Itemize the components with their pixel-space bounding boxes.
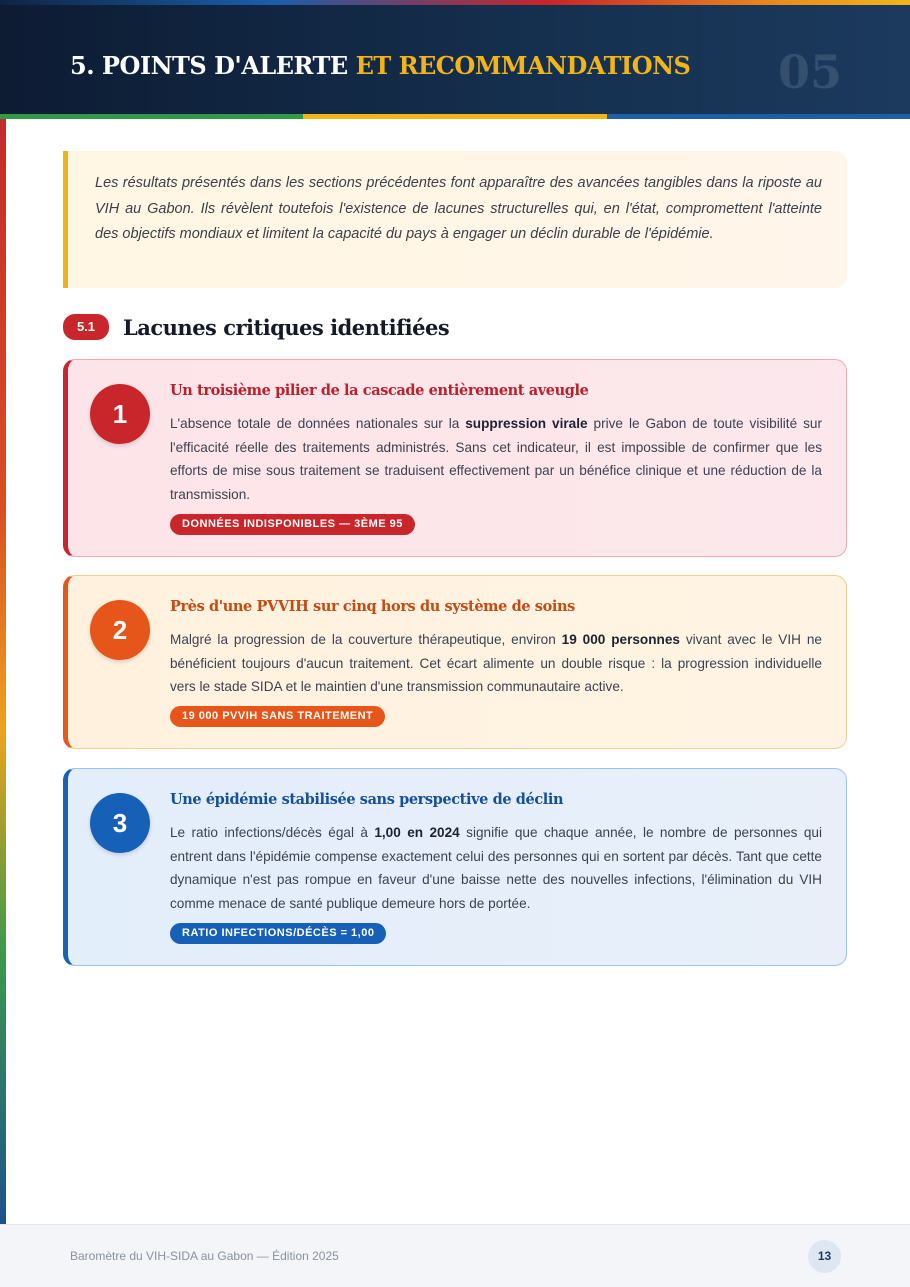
alert-card-body-text: L'absence totale de données nationales sur la <box>170 416 466 431</box>
intro-callout <box>63 151 847 288</box>
alert-card-title: Un troisième pilier de la cascade entièrement aveugle <box>170 382 589 399</box>
alert-number-badge: 2 <box>90 600 150 660</box>
alert-card-tag: RATIO INFECTIONS/DÉCÈS = 1,00 <box>170 923 386 944</box>
section-number-watermark: 05 <box>777 45 842 99</box>
alert-card-body-text: signifie que chaque année, le nombre de personnes qui entrent dans l'épidémie compense exactement celui des personnes qui en sortent par décès. Tant que cette dynamique n'est pas rompue en faveur d'une baisse nette des nouvelles infections, l'élimination du VIH comme menace de santé publique demeure hors de portée. <box>170 825 822 911</box>
intro-text: Les résultats présentés dans les sections précédentes font apparaître des avancées tangibles dans la riposte au VIH au Gabon. Ils révèlent toutefois l'existence de lacunes structurelles qui, en l'état, compromettent l'atteinte des objectifs mondiaux et limitent la capacité du pays à engager un déclin durable de l'épidémie. <box>95 175 822 242</box>
page-number-badge: 13 <box>808 1240 841 1273</box>
section-badge: 5.1 <box>63 314 109 340</box>
side-color-stripe <box>0 119 6 1230</box>
color-bar-segment-blue <box>607 114 910 119</box>
alert-card-1 <box>63 359 847 557</box>
alert-card-3 <box>63 768 847 966</box>
section-heading <box>63 314 449 340</box>
color-bar-segment-yellow <box>303 114 606 119</box>
page-title-main: 5. POINTS D'ALERTE <box>70 51 348 80</box>
alert-card-title: Près d'une PVVIH sur cinq hors du système de soins <box>170 598 575 615</box>
alert-card-tag: 19 000 PVVIH SANS TRAITEMENT <box>170 706 385 727</box>
alert-card-body <box>170 821 822 915</box>
page-title <box>70 51 690 80</box>
header-color-bar <box>0 114 910 119</box>
alert-number-badge: 3 <box>90 793 150 853</box>
alert-card-2 <box>63 575 847 749</box>
page-title-accent: ET RECOMMANDATIONS <box>355 51 691 80</box>
section-title: Lacunes critiques identifiées <box>123 314 450 340</box>
alert-card-body-highlight: 19 000 personnes <box>561 632 680 647</box>
alert-card-body-text: prive le Gabon de toute visibilité sur l'efficacité réelle des traitements administrés. Sans cet indicateur, il est impossible de confirmer que les efforts de mise sous traitement se traduisent effectivement par un bénéfice clinique et une réduction de la transmission. <box>170 416 822 502</box>
page-footer <box>0 1224 910 1287</box>
alert-card-body-text: Le ratio infections/décès égal à <box>170 825 375 840</box>
alert-card-body-text: vivant avec le VIH ne bénéficient toujours d'aucun traitement. Cet écart alimente un double risque : la progression individuelle vers le stade SIDA et le maintien d'une transmission communautaire active. <box>170 632 822 694</box>
alert-card-body <box>170 412 822 506</box>
alert-card-body-highlight: suppression virale <box>465 416 588 431</box>
alert-number-badge: 1 <box>90 384 150 444</box>
alert-card-body <box>170 628 822 699</box>
alert-card-body-highlight: 1,00 en 2024 <box>374 825 460 840</box>
color-bar-segment-green <box>0 114 303 119</box>
page-header <box>0 5 910 114</box>
alert-card-title: Une épidémie stabilisée sans perspective de déclin <box>170 791 564 808</box>
alert-card-tag: DONNÉES INDISPONIBLES — 3ÈME 95 <box>170 514 415 535</box>
footer-publication-title: Baromètre du VIH-SIDA au Gabon — Édition 2025 <box>70 1249 339 1263</box>
alert-card-body-text: Malgré la progression de la couverture thérapeutique, environ <box>170 632 562 647</box>
